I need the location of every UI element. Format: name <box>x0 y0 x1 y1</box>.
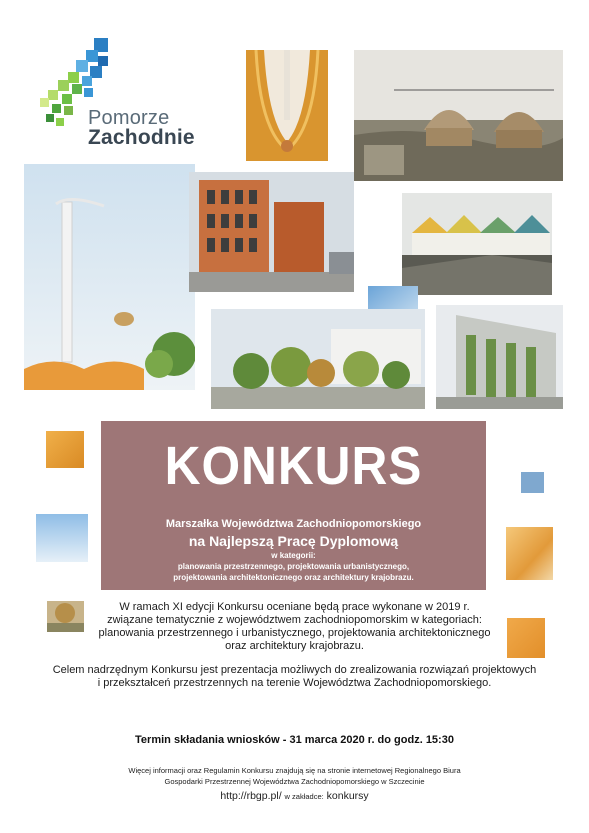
footer-info-line1: Więcej informacji oraz Regulamin Konkursu znajdują się na stronie internetowej Regionalnego Biura <box>128 766 461 775</box>
photo-park-trees <box>211 309 425 409</box>
footer-tab-prefix: w zakładce: <box>284 792 324 801</box>
footer-url-link[interactable]: http://rbgp.pl/ <box>220 790 282 802</box>
photo-white-tower <box>24 164 195 390</box>
body-p1-line1: W ramach XI edycji Konkursu oceniane będą prace wykonane w 2019 r. <box>119 601 470 613</box>
logo <box>36 36 196 151</box>
body-p2-line1: Celem nadrzędnym Konkursu jest prezentacja możliwych do zrealizowania rozwiązań projektowych <box>52 664 537 676</box>
photo-pavilions <box>354 50 563 181</box>
logo-text-zachodnie: Zachodnie <box>88 126 195 149</box>
photo-orange-square-left <box>46 431 84 468</box>
banner-categories-2: projektowania architektonicznego oraz architektury krajobrazu. <box>173 573 414 582</box>
photo-orange-square-right <box>506 527 553 580</box>
photo-colorful-houses <box>402 193 552 295</box>
photo-sky-square-right <box>521 472 544 493</box>
body-p1-line4: oraz architektury krajobrazu. <box>225 640 364 652</box>
body-p1-line2: związane tematycznie z województwem zachodniopomorskim w kategoriach: <box>107 614 482 626</box>
banner-award-name: na Najlepszą Pracę Dyplomową <box>188 533 399 549</box>
banner-organizer: Marszałka Województwa Zachodniopomorskiego <box>165 518 422 530</box>
photo-sky-square-left <box>36 514 88 562</box>
logo-text-pomorze: Pomorze <box>88 107 170 129</box>
photo-orange-arch <box>246 50 328 161</box>
body-p1-line3: planowania przestrzennego i urbanistycznego, projektowania architektonicznego <box>98 627 491 639</box>
photo-brick-building <box>189 172 354 292</box>
application-deadline: Termin składania wniosków - 31 marca 2020 r. do godz. 15:30 <box>135 734 454 746</box>
photo-green-wall-building <box>436 305 563 409</box>
banner-category-label: w kategorii: <box>271 551 316 560</box>
footer-link-line <box>0 790 589 802</box>
body-p2-line2: i przekształceń przestrzennych na terenie Województwa Zachodniopomorskiego. <box>97 677 492 689</box>
footer-info-line2: Gospodarki Przestrzennej Województwa Zachodniopomorskiego w Szczecinie <box>164 777 425 786</box>
banner-categories-1: planowania przestrzennego, projektowania urbanistycznego, <box>177 562 410 571</box>
footer-tab-name: konkursy <box>326 790 369 802</box>
banner-title: KONKURS <box>164 436 423 496</box>
konkurs-banner <box>101 421 486 590</box>
